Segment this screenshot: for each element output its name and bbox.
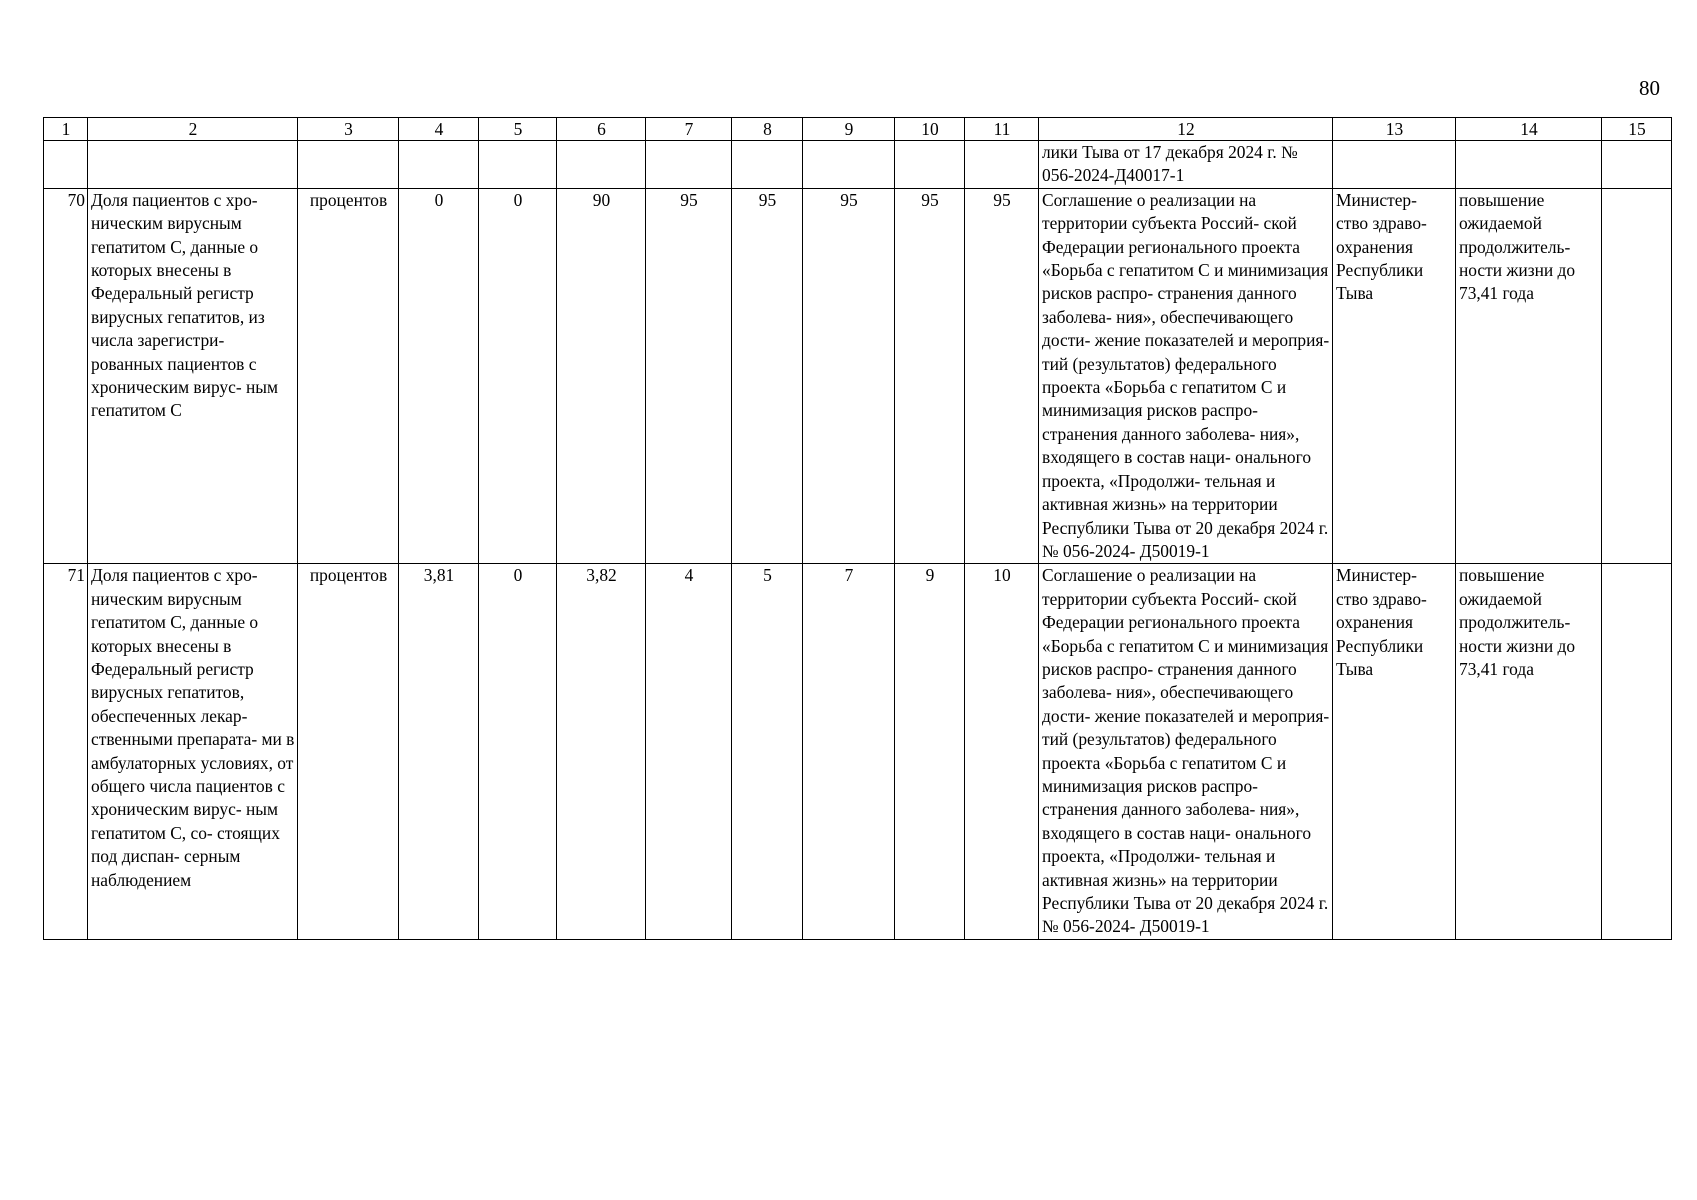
header-cell: 3 (298, 118, 399, 141)
value-cell: 95 (646, 188, 732, 564)
responsible-body-cell: Министер- ство здраво- охранения Республики Тыва (1333, 188, 1456, 564)
value-cell: 7 (803, 564, 895, 940)
responsible-body-cell: Министер- ство здраво- охранения Республики Тыва (1333, 564, 1456, 940)
header-cell: 12 (1039, 118, 1333, 141)
value-cell (557, 141, 646, 189)
row-number-cell: 70 (44, 188, 88, 564)
value-cell: 0 (399, 188, 479, 564)
goal-cell: повышение ожидаемой продолжитель- ности жизни до 73,41 года (1456, 564, 1602, 940)
header-cell: 10 (895, 118, 965, 141)
goal-cell (1456, 141, 1602, 189)
table-row-continuation (44, 141, 1672, 189)
value-cell: 0 (479, 564, 557, 940)
value-cell (479, 141, 557, 189)
value-cell (732, 141, 803, 189)
goal-cell: повышение ожидаемой продолжитель- ности жизни до 73,41 года (1456, 188, 1602, 564)
page-number: 80 (1639, 76, 1660, 100)
value-cell (646, 141, 732, 189)
unit-cell (298, 141, 399, 189)
value-cell: 95 (732, 188, 803, 564)
extra-cell (1602, 188, 1672, 564)
header-cell: 7 (646, 118, 732, 141)
table-row-70 (44, 188, 1672, 564)
header-cell: 6 (557, 118, 646, 141)
value-cell: 4 (646, 564, 732, 940)
value-cell: 95 (895, 188, 965, 564)
indicator-name-cell (88, 141, 298, 189)
document-reference-cell: лики Тыва от 17 декабря 2024 г. № 056-2024-Д40017-1 (1039, 141, 1333, 189)
document-reference-cell: Соглашение о реализации на территории субъекта Россий- ской Федерации регионального проекта «Борьба с гепатитом С и минимизация рисков распро- странения данного заболева- ния», обеспечивающего дости- жение показателей и мероприя- тий (результатов) федерального проекта «Борьба с гепатитом С и минимизация рисков распро- странения данного заболева- ния», входящего в состав наци- онального проекта, «Продолжи- тельная и активная жизнь» на территории Республики Тыва от 20 декабря 2024 г. № 056-2024- Д50019-1 (1039, 188, 1333, 564)
header-cell: 4 (399, 118, 479, 141)
extra-cell (1602, 564, 1672, 940)
header-cell: 1 (44, 118, 88, 141)
header-cell: 2 (88, 118, 298, 141)
value-cell: 5 (732, 564, 803, 940)
value-cell: 9 (895, 564, 965, 940)
unit-cell: процентов (298, 564, 399, 940)
unit-cell: процентов (298, 188, 399, 564)
header-cell: 15 (1602, 118, 1672, 141)
value-cell (895, 141, 965, 189)
header-cell: 11 (965, 118, 1039, 141)
header-cell: 13 (1333, 118, 1456, 141)
value-cell: 3,82 (557, 564, 646, 940)
table-row-71 (44, 564, 1672, 940)
row-number-cell (44, 141, 88, 189)
value-cell (965, 141, 1039, 189)
value-cell: 3,81 (399, 564, 479, 940)
row-number-cell: 71 (44, 564, 88, 940)
header-cell: 14 (1456, 118, 1602, 141)
value-cell (399, 141, 479, 189)
value-cell: 90 (557, 188, 646, 564)
value-cell: 0 (479, 188, 557, 564)
header-cell: 8 (732, 118, 803, 141)
value-cell: 95 (803, 188, 895, 564)
document-reference-cell: Соглашение о реализации на территории субъекта Россий- ской Федерации регионального проекта «Борьба с гепатитом С и минимизация рисков распро- странения данного заболева- ния», обеспечивающего дости- жение показателей и мероприя- тий (результатов) федерального проекта «Борьба с гепатитом С и минимизация рисков распро- странения данного заболева- ния», входящего в состав наци- онального проекта, «Продолжи- тельная и активная жизнь» на территории Республики Тыва от 20 декабря 2024 г. № 056-2024- Д50019-1 (1039, 564, 1333, 940)
indicator-name-cell: Доля пациентов с хро- ническим вирусным гепатитом С, данные о которых внесены в Федеральный регистр вирусных гепатитов, обеспеченных лекар- ственными препарата- ми в амбулаторных условиях, от общего числа пациентов с хроническим вирус- ным гепатитом С, со- стоящих под диспан- серным наблюдением (88, 564, 298, 940)
value-cell: 95 (965, 188, 1039, 564)
responsible-body-cell (1333, 141, 1456, 189)
header-cell: 5 (479, 118, 557, 141)
value-cell: 10 (965, 564, 1039, 940)
column-number-row (44, 118, 1672, 141)
value-cell (803, 141, 895, 189)
indicators-table (43, 117, 1672, 940)
extra-cell (1602, 141, 1672, 189)
indicator-name-cell: Доля пациентов с хро- ническим вирусным гепатитом С, данные о которых внесены в Федеральный регистр вирусных гепатитов, из числа зарегистри- рованных пациентов с хроническим вирус- ным гепатитом С (88, 188, 298, 564)
header-cell: 9 (803, 118, 895, 141)
